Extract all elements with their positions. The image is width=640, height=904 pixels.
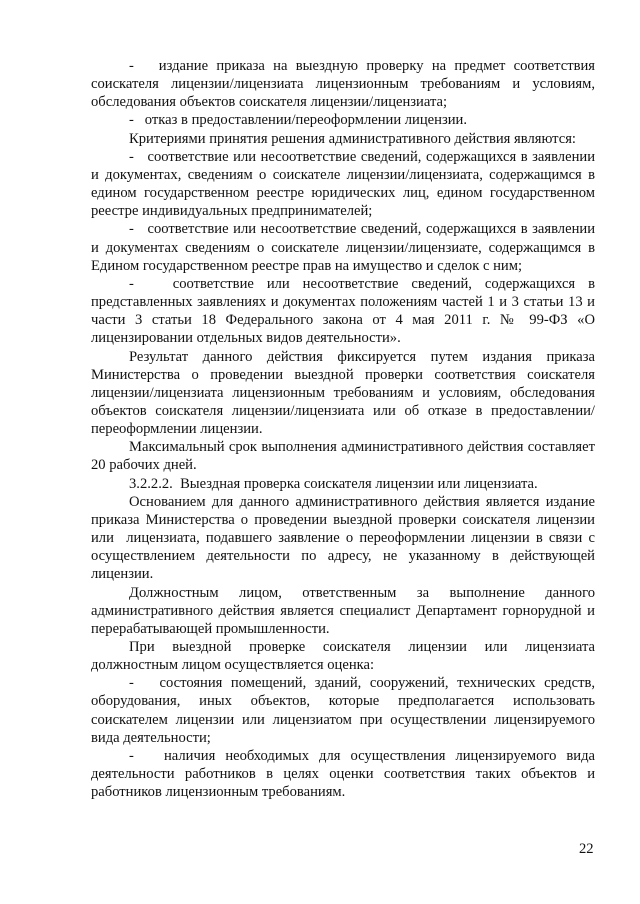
document-body <box>91 57 595 801</box>
page-number: 22 <box>579 841 594 857</box>
paragraph-order-issue: - издание приказа на выездную проверку на предмет соответствия соискателя лицензии/лицензиата лицензионным требованиям и условиям, обследования объектов соискателя лицензии/лицензиата; <box>91 58 595 111</box>
paragraph-basis: Основанием для данного административного действия является издание приказа Министерства о проведении выездной проверки соискателя лицензии или лицензиата, подавшего заявление о переоформлении лицензии в связи с осуществлением деятельности по адресу, не указанному в действующей лицензии. <box>91 493 595 583</box>
paragraph-max-term: Максимальный срок выполнения административного действия составляет 20 рабочих дней. <box>91 439 595 474</box>
paragraph-criteria-egrul: - соответствие или несоответствие сведений, содержащихся в заявлении и документах, сведениям о соискателе лицензии/лицензиата, содержащимся в едином государственном реестре юридических лиц, едином государственном реестре индивидуальных предпринимателей; <box>91 148 595 220</box>
paragraph-criteria-intro: Критериями принятия решения административного действия являются: <box>129 130 576 147</box>
paragraph-assessment-staff: - наличия необходимых для осуществления лицензируемого вида деятельности работников в целях оценки соответствия таких объектов и работников лицензионным требованиям. <box>91 747 595 801</box>
paragraph-criteria-law: - соответствие или несоответствие сведений, содержащихся в представленных заявлениях и документах положениям частей 1 и 3 статьи 13 и части 3 статьи 18 Федерального закона от 4 мая 2011 г. № 99-ФЗ «О лицензировании отдельных видов деятельности». <box>91 275 595 347</box>
paragraph-assessment-premises: - состояния помещений, зданий, сооружений, технических средств, оборудования, иных объектов, которые предполагается использовать соискателем лицензии или лицензиатом при осуществлении лицензируемого вида деятельности; <box>91 675 595 746</box>
paragraph-result: Результат данного действия фиксируется путем издания приказа Министерства о проведении выездной проверки соответствия соискателя лицензии/лицензиата лицензионным требованиям и условиям, обследования объектов соискателя лицензии/лицензиата или об отказе в предоставлении/переоформлении лицензии. <box>91 348 595 438</box>
paragraph-refusal: - отказ в предоставлении/переоформлении лицензии. <box>129 112 468 129</box>
paragraph-assessment-intro: При выездной проверке соискателя лицензии или лицензиата должностным лицом осуществляется оценка: <box>91 639 595 674</box>
paragraph-criteria-egrp: - соответствие или несоответствие сведений, содержащихся в заявлении и документах сведениям о соискателе лицензии/лицензиате, содержащимся в Едином государственном реестре прав на имущество и сделок с ним; <box>91 221 595 274</box>
section-heading-3-2-2-2: 3.2.2.2. Выездная проверка соискателя лицензии или лицензиата. <box>129 475 538 492</box>
paragraph-responsible-official: Должностным лицом, ответственным за выполнение данного административного действия является специалист Департамент горнорудной и перерабатывающей промышленности. <box>91 584 595 637</box>
